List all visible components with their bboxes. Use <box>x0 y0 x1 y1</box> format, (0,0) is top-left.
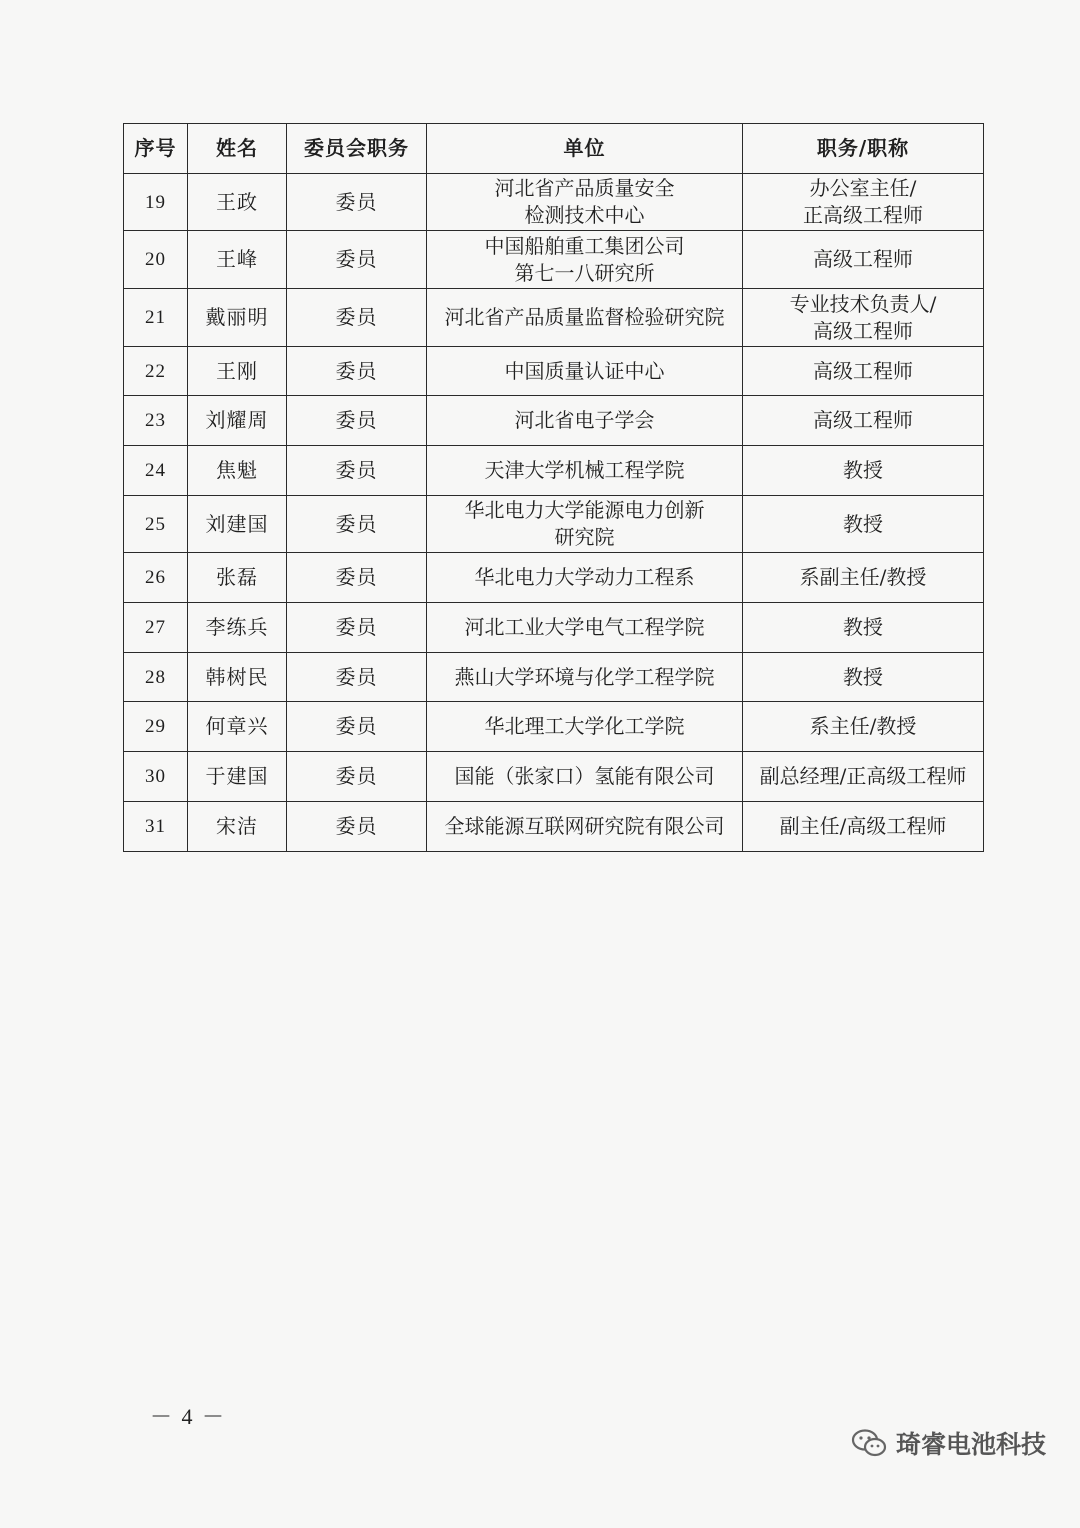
cell-seq: 20 <box>124 231 188 289</box>
cell-committee-role: 委员 <box>287 802 427 852</box>
table-row <box>124 289 984 347</box>
cell-committee-role: 委员 <box>287 446 427 496</box>
cell-name: 王峰 <box>188 231 287 289</box>
cell-position-title: 办公室主任/ 正高级工程师 <box>743 174 984 231</box>
table-body <box>124 174 984 852</box>
table-row <box>124 231 984 289</box>
cell-committee-role: 委员 <box>287 174 427 231</box>
cell-name: 张磊 <box>188 553 287 603</box>
table-row <box>124 347 984 396</box>
cell-name: 韩树民 <box>188 653 287 702</box>
table-row <box>124 752 984 802</box>
cell-name: 于建国 <box>188 752 287 802</box>
cell-committee-role: 委员 <box>287 553 427 603</box>
table-row <box>124 496 984 553</box>
cell-position-title: 系副主任/教授 <box>743 553 984 603</box>
page-number: － 4 － <box>150 1404 227 1429</box>
cell-seq: 22 <box>124 347 188 396</box>
cell-organization: 华北电力大学能源电力创新 研究院 <box>427 496 743 553</box>
cell-organization: 河北省产品质量安全 检测技术中心 <box>427 174 743 231</box>
cell-position-title: 专业技术负责人/ 高级工程师 <box>743 289 984 347</box>
header-name: 姓名 <box>188 124 287 174</box>
cell-position-title: 副主任/高级工程师 <box>743 802 984 852</box>
cell-committee-role: 委员 <box>287 396 427 446</box>
cell-position-title: 系主任/教授 <box>743 702 984 752</box>
cell-name: 何章兴 <box>188 702 287 752</box>
cell-position-title: 教授 <box>743 496 984 553</box>
table-row <box>124 553 984 603</box>
cell-seq: 27 <box>124 603 188 653</box>
cell-seq: 30 <box>124 752 188 802</box>
cell-position-title: 高级工程师 <box>743 347 984 396</box>
cell-organization: 全球能源互联网研究院有限公司 <box>427 802 743 852</box>
members-table <box>123 123 984 852</box>
cell-seq: 29 <box>124 702 188 752</box>
cell-name: 刘建国 <box>188 496 287 553</box>
header-seq: 序号 <box>124 124 188 174</box>
cell-seq: 24 <box>124 446 188 496</box>
cell-seq: 21 <box>124 289 188 347</box>
cell-position-title: 副总经理/正高级工程师 <box>743 752 984 802</box>
cell-organization: 河北工业大学电气工程学院 <box>427 603 743 653</box>
table-row <box>124 396 984 446</box>
cell-committee-role: 委员 <box>287 752 427 802</box>
cell-committee-role: 委员 <box>287 496 427 553</box>
cell-name: 王刚 <box>188 347 287 396</box>
cell-name: 刘耀周 <box>188 396 287 446</box>
cell-committee-role: 委员 <box>287 289 427 347</box>
cell-name: 王政 <box>188 174 287 231</box>
header-committee-role: 委员会职务 <box>287 124 427 174</box>
cell-organization: 中国船舶重工集团公司 第七一八研究所 <box>427 231 743 289</box>
table-row <box>124 802 984 852</box>
cell-position-title: 高级工程师 <box>743 231 984 289</box>
cell-seq: 28 <box>124 653 188 702</box>
cell-committee-role: 委员 <box>287 603 427 653</box>
cell-organization: 华北理工大学化工学院 <box>427 702 743 752</box>
table-row <box>124 702 984 752</box>
cell-seq: 23 <box>124 396 188 446</box>
cell-organization: 中国质量认证中心 <box>427 347 743 396</box>
cell-committee-role: 委员 <box>287 347 427 396</box>
cell-position-title: 高级工程师 <box>743 396 984 446</box>
cell-committee-role: 委员 <box>287 702 427 752</box>
cell-seq: 26 <box>124 553 188 603</box>
watermark <box>850 1425 1046 1461</box>
cell-organization: 燕山大学环境与化学工程学院 <box>427 653 743 702</box>
cell-organization: 河北省产品质量监督检验研究院 <box>427 289 743 347</box>
cell-organization: 天津大学机械工程学院 <box>427 446 743 496</box>
cell-name: 李练兵 <box>188 603 287 653</box>
table-row <box>124 603 984 653</box>
cell-position-title: 教授 <box>743 603 984 653</box>
cell-position-title: 教授 <box>743 446 984 496</box>
header-organization: 单位 <box>427 124 743 174</box>
header-position-title: 职务/职称 <box>743 124 984 174</box>
table-row <box>124 653 984 702</box>
cell-seq: 31 <box>124 802 188 852</box>
cell-committee-role: 委员 <box>287 231 427 289</box>
table-row <box>124 446 984 496</box>
cell-organization: 华北电力大学动力工程系 <box>427 553 743 603</box>
wechat-icon <box>850 1428 888 1458</box>
watermark-text: 琦睿电池科技 <box>895 1430 1046 1459</box>
cell-seq: 25 <box>124 496 188 553</box>
table-header-row <box>124 124 984 174</box>
cell-organization: 河北省电子学会 <box>427 396 743 446</box>
cell-position-title: 教授 <box>743 653 984 702</box>
cell-name: 焦魁 <box>188 446 287 496</box>
cell-name: 宋洁 <box>188 802 287 852</box>
cell-committee-role: 委员 <box>287 653 427 702</box>
cell-seq: 19 <box>124 174 188 231</box>
cell-name: 戴丽明 <box>188 289 287 347</box>
cell-organization: 国能（张家口）氢能有限公司 <box>427 752 743 802</box>
table-row <box>124 174 984 231</box>
